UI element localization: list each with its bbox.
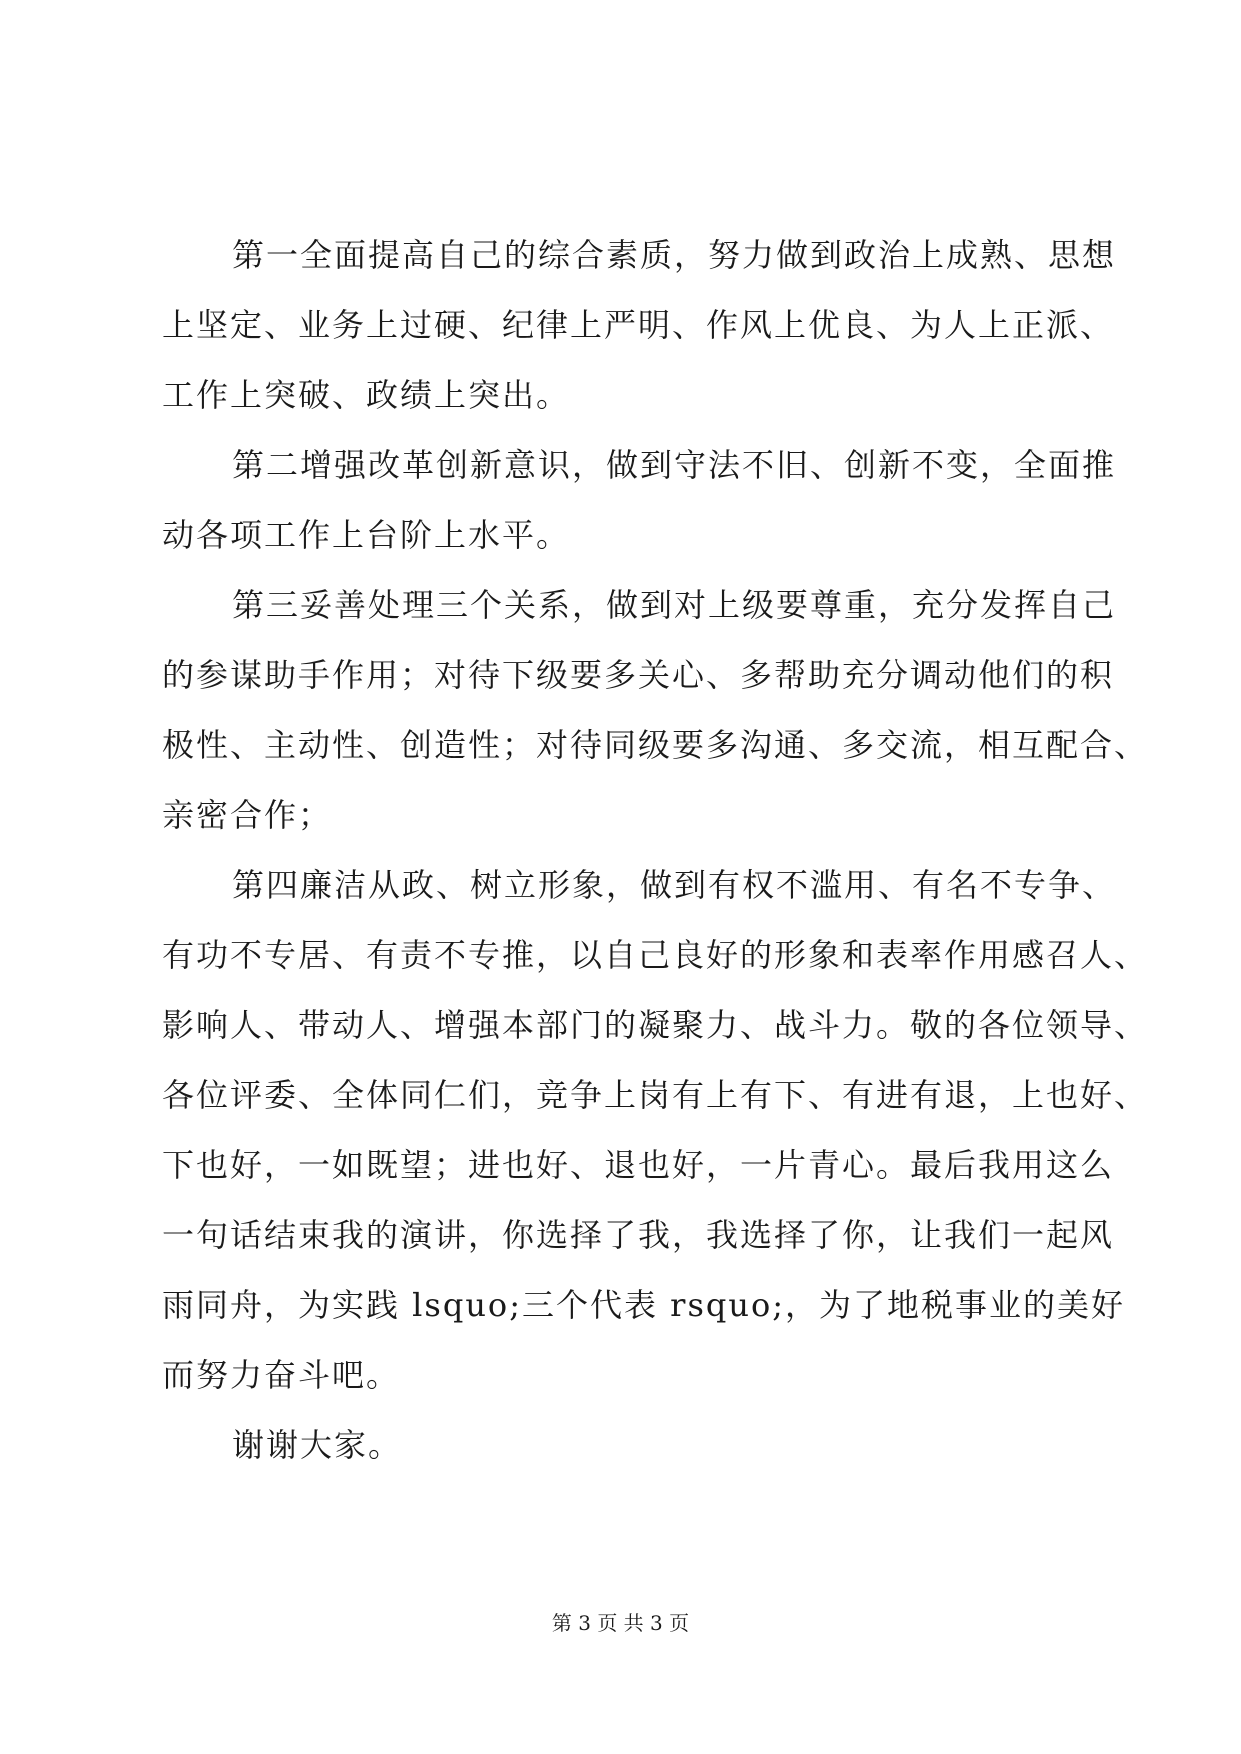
document-body xyxy=(162,220,1149,1480)
paragraph-2-line-1: 第二增强改革创新意识，做到守法不旧、创新不变，全面推 xyxy=(232,446,1117,484)
paragraph-4-line-4: 各位评委、全体同仁们，竞争上岗有上有下、有进有退，上也好、 xyxy=(162,1076,1149,1114)
paragraph-3-line-4: 亲密合作； xyxy=(162,796,333,834)
closing-line: 谢谢大家。 xyxy=(232,1426,403,1464)
paragraph-1-line-2: 上坚定、业务上过硬、纪律上严明、作风上优良、为人上正派、 xyxy=(162,306,1115,344)
paragraph-2-line-2: 动各项工作上台阶上水平。 xyxy=(162,516,571,554)
paragraph-4-line-5: 下也好，一如既望；进也好、退也好，一片青心。最后我用这么 xyxy=(162,1146,1115,1184)
page-number-footer: 第 3 页 共 3 页 xyxy=(551,1611,690,1635)
paragraph-1-line-1: 第一全面提高自己的综合素质，努力做到政治上成熟、思想 xyxy=(232,236,1117,274)
paragraph-4-line-8: 而努力奋斗吧。 xyxy=(162,1356,401,1394)
paragraph-3-line-1: 第三妥善处理三个关系，做到对上级要尊重，充分发挥自己 xyxy=(232,586,1117,624)
paragraph-4-line-6: 一句话结束我的演讲，你选择了我，我选择了你，让我们一起风 xyxy=(162,1216,1115,1254)
paragraph-4-line-3: 影响人、带动人、增强本部门的凝聚力、战斗力。敬的各位领导、 xyxy=(162,1006,1149,1044)
paragraph-4-line-2: 有功不专居、有责不专推，以自己良好的形象和表率作用感召人、 xyxy=(162,936,1149,974)
paragraph-4-line-7: 雨同舟，为实践 lsquo;三个代表 rsquo;，为了地税事业的美好 xyxy=(162,1286,1126,1324)
paragraph-3-line-3: 极性、主动性、创造性；对待同级要多沟通、多交流，相互配合、 xyxy=(162,726,1149,764)
paragraph-4-line-1: 第四廉洁从政、树立形象，做到有权不滥用、有名不专争、 xyxy=(232,866,1117,904)
paragraph-3-line-2: 的参谋助手作用；对待下级要多关心、多帮助充分调动他们的积 xyxy=(162,656,1115,694)
paragraph-1-line-3: 工作上突破、政绩上突出。 xyxy=(162,376,571,414)
